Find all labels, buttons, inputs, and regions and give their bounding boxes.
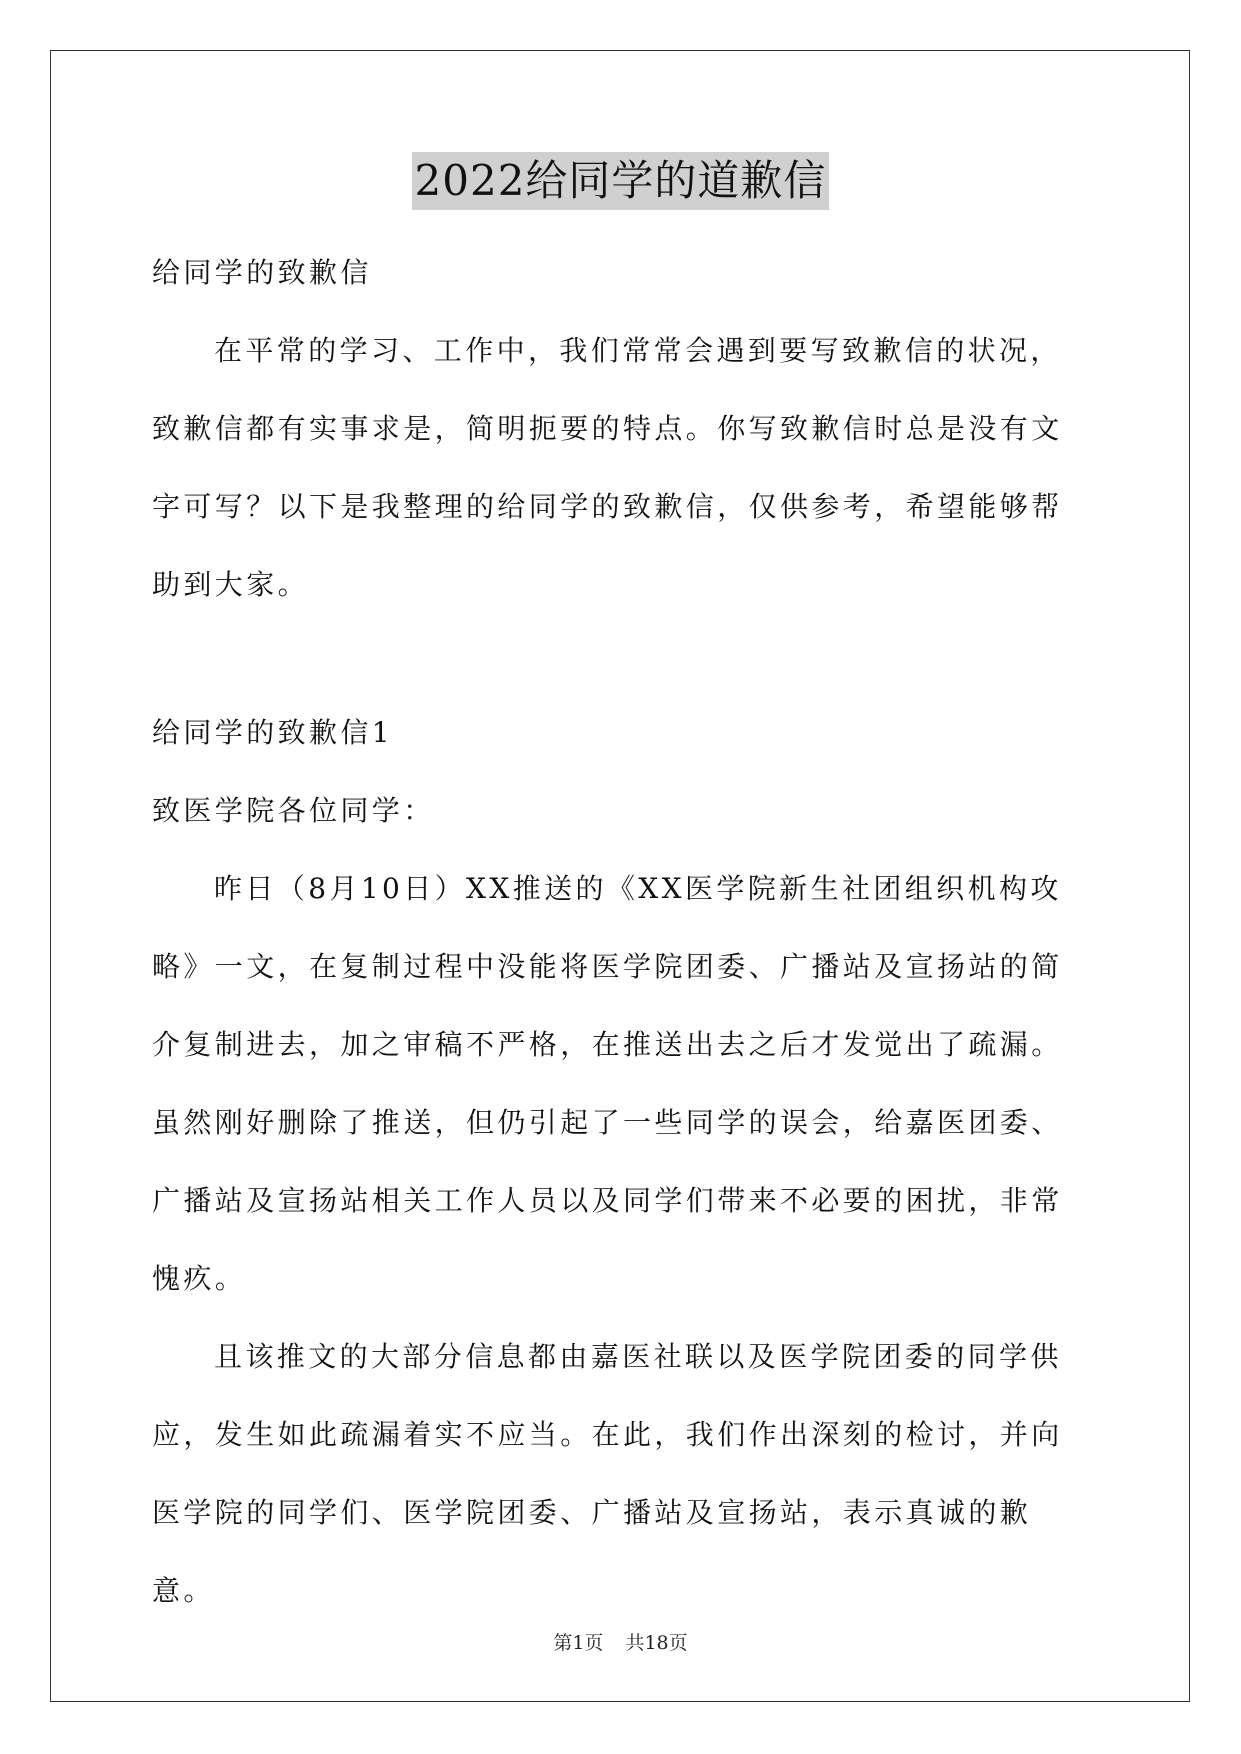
salutation: 致医学院各位同学： [152,794,435,827]
title-wrap [0,152,1241,210]
total-pages: 共18页 [625,1632,688,1654]
intro-paragraph: 在平常的学习、工作中，我们常常会遇到要写致歉信的状况，致歉信都有实事求是，简明扼要的特点。你写致歉信时总是没有文字可写？以下是我整理的给同学的致歉信，仅供参考，希望能够帮助到大家。 [152,334,1063,601]
document-title: 2022给同学的道歉信 [412,152,830,210]
page-number: 第1页 [553,1632,604,1654]
body-paragraph-1: 昨日（8月10日）XX推送的《XX医学院新生社团组织机构攻略》一文，在复制过程中没能将医学院团委、广播站及宣扬站的简介复制进去，加之审稿不严格，在推送出去之后才发觉出了疏漏。虽然刚好删除了推送，但仍引起了一些同学的误会，给嘉医团委、广播站及宣扬站相关工作人员以及同学们带来不必要的困扰，非常愧疚。 [152,872,1063,1295]
document-body [152,234,1092,1630]
section-title: 给同学的致歉信1 [152,716,394,749]
section-gap [152,624,1092,694]
doc-heading: 给同学的致歉信 [152,256,372,289]
page-footer [0,1628,1241,1655]
body-paragraph-2: 且该推文的大部分信息都由嘉医社联以及医学院团委的同学供应，发生如此疏漏着实不应当。在此，我们作出深刻的检讨，并向医学院的同学们、医学院团委、广播站及宣扬站，表示真诚的歉意。 [152,1340,1063,1607]
